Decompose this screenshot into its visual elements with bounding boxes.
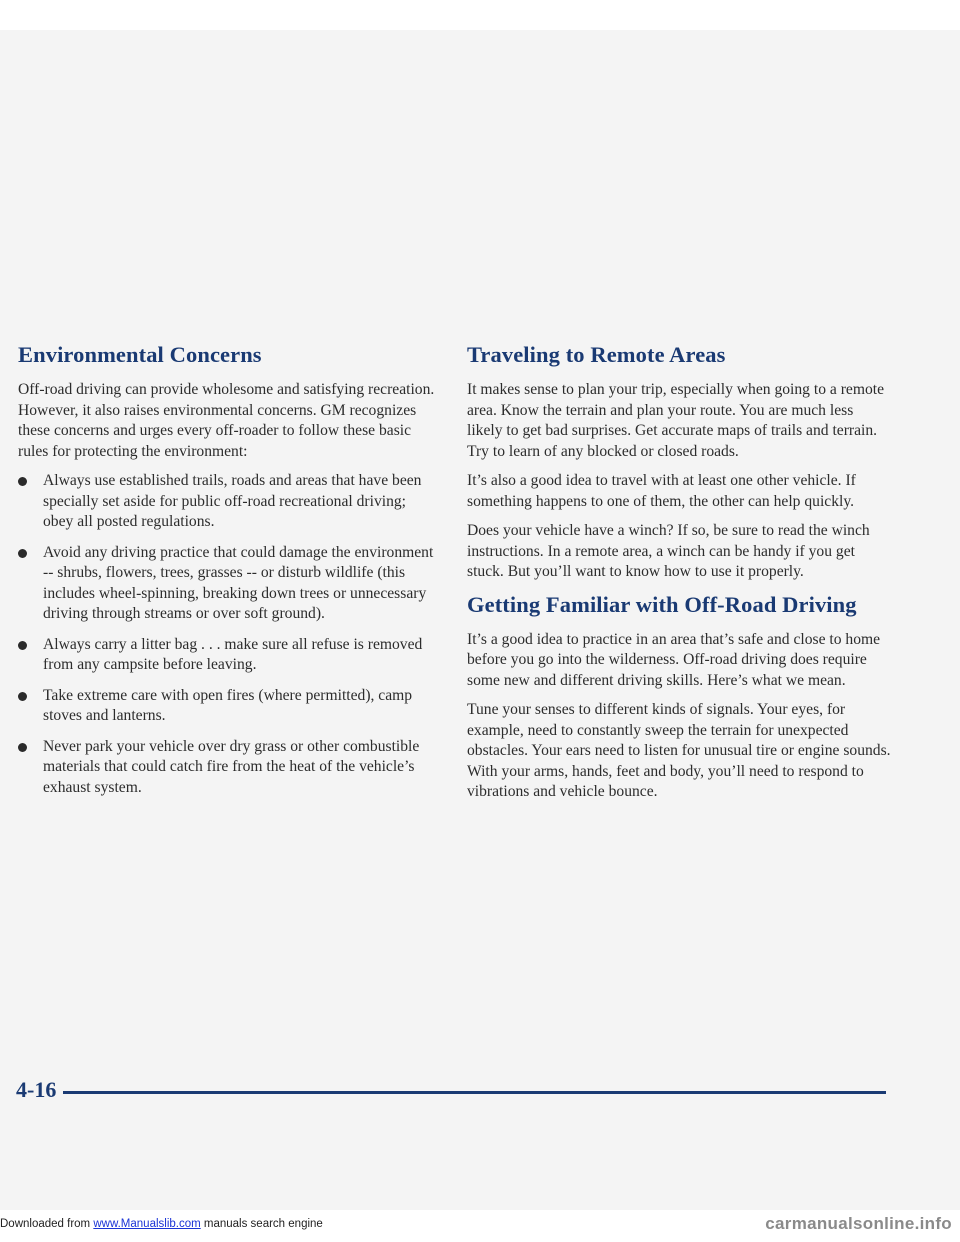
list-item-text: Avoid any driving practice that could damage the environment -- shrubs, flowers, trees, grasses -- or disturb wildlife (this includes wheel-spinning, breaking down trees or unnecessary driving through streams or over soft ground). — [43, 543, 434, 622]
intro-paragraph: Off-road driving can provide wholesome and satisfying recreation. However, it also raises environmental concerns. GM recognizes these concerns and urges every off-roader to follow these basic rules for protecting the environment: — [18, 381, 435, 460]
download-footer — [0, 1210, 960, 1242]
bullet-icon — [18, 549, 27, 558]
paragraph: Tune your senses to different kinds of signals. Your eyes, for example, need to constantly sweep the terrain for unexpected obstacles. Your ears need to listen for unusual tire or engine sounds. With your arms, hands, feet and body, you’ll need to respond to vibrations and vehicle bounce. — [467, 701, 891, 800]
paragraph: It makes sense to plan your trip, especially when going to a remote area. Know the terrain and plan your route. You are much less likely to get bad surprises. Get accurate maps of trails and terrain. Try to learn of any blocked or closed roads. — [467, 381, 885, 460]
paragraph: Does your vehicle have a winch? If so, be sure to read the winch instructions. In a remote area, a winch can be handy if you get stuck. But you’ll want to know how to use it properly. — [467, 522, 870, 580]
watermark-text: carmanualsonline.info — [765, 1214, 952, 1233]
left-column — [18, 342, 438, 808]
list-item — [18, 635, 438, 676]
section-heading-off-road-driving: Getting Familiar with Off-Road Driving — [467, 591, 857, 617]
page-number: 4-16 — [16, 1077, 57, 1102]
list-item — [18, 471, 438, 533]
list-item-text: Always use established trails, roads and areas that have been specially set aside for public off-road recreational driving; obey all posted regulations. — [43, 472, 422, 530]
download-notice — [0, 1218, 323, 1230]
footer-divider — [63, 1091, 886, 1094]
bullet-icon — [18, 743, 27, 752]
list-item — [18, 686, 438, 727]
list-item — [18, 543, 438, 625]
right-column — [467, 342, 892, 812]
list-item-text: Take extreme care with open fires (where permitted), camp stoves and lanterns. — [43, 686, 413, 724]
top-margin — [0, 0, 960, 30]
section-heading-environmental-concerns: Environmental Concerns — [18, 342, 262, 367]
paragraph: It’s also a good idea to travel with at least one other vehicle. If something happens to one of them, the other can help quickly. — [467, 472, 856, 510]
bullet-icon — [18, 641, 27, 650]
bullet-icon — [18, 477, 27, 486]
download-suffix: manuals search engine — [200, 1218, 323, 1230]
list-item — [18, 737, 438, 799]
list-item-text: Never park your vehicle over dry grass or other combustible materials that could catch fire from the heat of the vehicle’s exhaust system. — [43, 737, 420, 796]
manualslib-link[interactable]: www.Manualslib.com — [93, 1218, 201, 1230]
download-prefix: Downloaded from — [0, 1218, 94, 1230]
bullet-icon — [18, 692, 27, 701]
environment-rules-list — [18, 471, 438, 798]
list-item-text: Always carry a litter bag . . . make sure all refuse is removed from any campsite before leaving. — [43, 635, 423, 673]
section-heading-remote-areas: Traveling to Remote Areas — [467, 342, 726, 367]
manual-page — [0, 30, 960, 1210]
paragraph: It’s a good idea to practice in an area that’s safe and close to home before you go into the wilderness. Off-road driving does require some new and different driving skills. Here’s what we mean. — [467, 630, 881, 689]
